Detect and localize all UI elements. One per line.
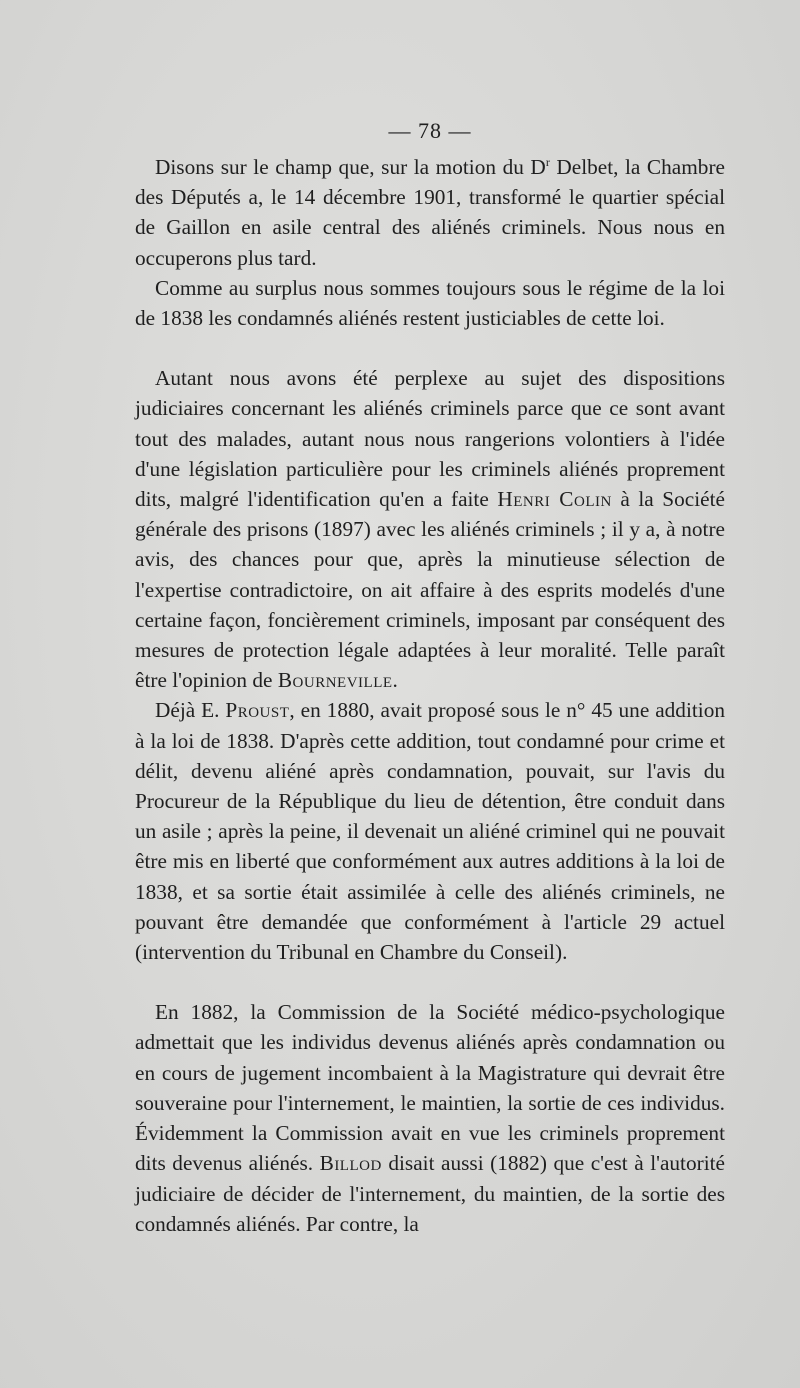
paragraph-1: [135, 152, 725, 273]
author-name-colin: Henri Colin: [497, 487, 612, 512]
author-name-proust: Proust: [225, 698, 290, 723]
page-text: [135, 118, 725, 1239]
paragraph-gap: [135, 967, 725, 997]
paragraph-1-text-b: Delbet, la Chambre des Députés a, le 14 décembre 1901, transformé le quartier spécial de Gaillon en asile central des aliénés criminels. Nous nous en occuperons plus tard.: [135, 155, 725, 270]
paragraph-2: Comme au surplus nous sommes toujours sous le régime de la loi de 1838 les condamnés aliénés restent justiciables de cette loi.: [135, 275, 725, 331]
paragraph-4: [135, 695, 725, 967]
author-name-bourneville: Bourneville: [277, 668, 393, 693]
paragraph-1-text-a: Disons sur le champ que, sur la motion du D: [155, 155, 546, 179]
paragraph-4-text-a: Déjà E.: [155, 698, 226, 723]
author-name-billod: Billod: [319, 1151, 382, 1176]
paragraph-1-superscript: r: [545, 155, 550, 169]
page-number: — 78 —: [388, 118, 472, 143]
paragraph-3-text-b: à la Société générale des prisons (1897) avec les aliénés criminels ; il y a, à notre avis, des chances pour que, après la minutieuse sélection de l'expertise contradictoire, on ait affaire à des esprits modelés d'une certaine façon, foncièrement criminels, imposant par conséquent des mesures de protection légale adaptées à leur moralité. Telle paraît être l'opinion de: [135, 487, 725, 693]
paragraph-5: [135, 997, 725, 1239]
paragraph-3-text-c: .: [392, 668, 398, 693]
paragraph-gap: [135, 333, 725, 363]
paragraph-3: [135, 363, 725, 695]
paragraph-4-text-b: , en 1880, avait proposé sous le n° 45 une addition à la loi de 1838. D'après cette addition, tout condamné pour crime et délit, devenu aliéné après condamnation, pouvait, sur l'avis du Procureur de la République du lieu de détention, être conduit dans un asile ; après la peine, il devenait un aliéné criminel qui ne pouvait être mis en liberté que conformément aux autres additions à la loi de 1838, et sa sortie était assimilée à celle des aliénés criminels, ne pouvant être demandée que conformément à l'article 29 actuel (intervention du Tribunal en Chambre du Conseil).: [135, 698, 725, 965]
paragraph-5-text-b: disait aussi (1882) que c'est à l'autorité judiciaire de décider de l'internement, du maintien, de la sortie des condamnés aliénés. Par contre, la: [135, 1151, 725, 1236]
paragraph-3-text-a: Autant nous avons été perplexe au sujet des dispositions judiciaires concernant les aliénés criminels parce que ce sont avant tout des malades, autant nous nous rangerions volontiers à l'idée d'une législation particulière pour les criminels aliénés proprement dits, malgré l'identification qu'en a faite: [135, 366, 725, 512]
paragraph-5-text-a: En 1882, la Commission de la Société médico-psychologique admettait que les individus devenus aliénés après condamnation ou en cours de jugement incombaient à la Magistrature qui devrait être souveraine pour l'internement, le maintien, la sortie de ces individus. Évidemment la Commission avait en vue les criminels proprement dits devenus aliénés.: [135, 1000, 725, 1176]
